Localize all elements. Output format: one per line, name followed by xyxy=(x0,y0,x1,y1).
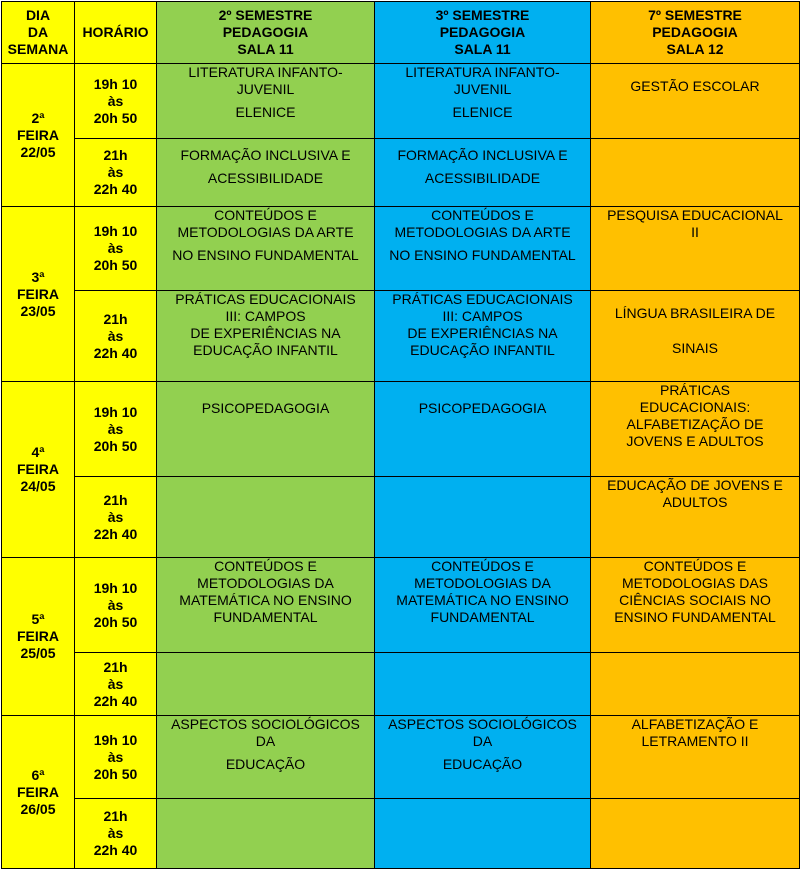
time-start: 21h xyxy=(103,658,128,675)
course-cell-s7 xyxy=(591,477,800,558)
time-start: 19h 10 xyxy=(93,403,138,420)
day-cell xyxy=(2,558,75,716)
course-text: METODOLOGIAS DA ARTE xyxy=(394,224,571,240)
course-text: PRÁTICAS xyxy=(659,382,730,398)
header-semester-7 xyxy=(591,2,800,64)
time-cell xyxy=(75,653,157,716)
time-end: 22h 40 xyxy=(93,525,138,542)
time-sep: às xyxy=(107,508,124,525)
course-cell-s7 xyxy=(591,64,800,139)
course-cell-s3 xyxy=(375,139,591,207)
course-text: JUVENIL xyxy=(236,81,295,97)
time-cell xyxy=(75,558,157,653)
course-text: CONTEÚDOS E xyxy=(431,558,534,574)
time-start: 21h xyxy=(103,808,128,824)
course-text: FUNDAMENTAL xyxy=(430,609,535,625)
time-end: 20h 50 xyxy=(93,613,138,630)
table-row xyxy=(2,799,800,869)
course-text: CONTEÚDOS E xyxy=(214,558,317,574)
time-cell xyxy=(75,382,157,477)
course-cell-s2 xyxy=(157,477,375,558)
course-text: ENSINO FUNDAMENTAL xyxy=(614,609,776,625)
course-text: EDUCAÇÃO INFANTIL xyxy=(193,342,338,358)
time-end: 20h 50 xyxy=(93,109,138,126)
day-ordinal: 4ª xyxy=(31,444,45,460)
course-cell-s2 xyxy=(157,653,375,716)
course-cell-s3 xyxy=(375,558,591,653)
course-text: JOVENS E ADULTOS xyxy=(626,433,764,449)
course-text: NO ENSINO FUNDAMENTAL xyxy=(389,247,576,263)
course-cell-s2 xyxy=(157,207,375,291)
course-cell-s3 xyxy=(375,64,591,139)
time-sep: às xyxy=(107,420,124,437)
course-cell-s3 xyxy=(375,653,591,716)
day-date: 24/05 xyxy=(20,478,56,494)
day-date: 26/05 xyxy=(20,800,56,817)
day-date: 25/05 xyxy=(20,645,56,661)
course-text: LITERATURA INFANTO- xyxy=(405,64,560,80)
header-s7-line: SALA 12 xyxy=(666,41,724,57)
header-s2-line: PEDAGOGIA xyxy=(222,24,309,40)
course-text: METODOLOGIAS DA xyxy=(197,575,334,591)
teacher-name: ELENICE xyxy=(235,104,296,120)
course-text: CIÊNCIAS SOCIAIS NO xyxy=(619,592,771,608)
day-feira: FEIRA xyxy=(17,783,59,800)
schedule-table xyxy=(1,1,800,869)
header-day xyxy=(2,2,75,64)
course-cell-s7 xyxy=(591,558,800,653)
table-row xyxy=(2,139,800,207)
course-cell-s7 xyxy=(591,139,800,207)
time-sep: às xyxy=(107,825,124,841)
day-ordinal: 6ª xyxy=(31,766,45,783)
course-cell-s7 xyxy=(591,207,800,291)
course-cell-s2 xyxy=(157,799,375,869)
table-row xyxy=(2,477,800,558)
course-text: EDUCACIONAIS: xyxy=(639,399,751,415)
day-ordinal: 2ª xyxy=(31,109,45,126)
day-date: 23/05 xyxy=(20,302,56,319)
table-row xyxy=(2,64,800,139)
course-text: PSICOPEDAGOGIA xyxy=(418,400,547,416)
course-text: LETRAMENTO II xyxy=(641,733,749,749)
course-text: NO ENSINO FUNDAMENTAL xyxy=(172,247,359,263)
course-cell-s3 xyxy=(375,207,591,291)
course-cell-s3 xyxy=(375,291,591,382)
course-text: EDUCAÇÃO xyxy=(225,756,306,772)
time-cell xyxy=(75,291,157,382)
header-semester-2 xyxy=(157,2,375,64)
course-text: METODOLOGIAS DAS xyxy=(622,575,768,591)
course-text: CONTEÚDOS E xyxy=(431,207,534,223)
header-horario xyxy=(75,2,157,64)
header-s3-line: SALA 11 xyxy=(454,41,511,57)
course-cell-s3 xyxy=(375,716,591,799)
header-s3-line: PEDAGOGIA xyxy=(439,24,526,40)
course-text: MATEMÁTICA NO ENSINO xyxy=(179,592,352,608)
time-end: 20h 50 xyxy=(93,257,138,273)
table-row xyxy=(2,716,800,799)
header-s7-line: 7º SEMESTRE xyxy=(648,7,742,23)
course-text: METODOLOGIAS DA ARTE xyxy=(177,224,354,240)
course-text: FORMAÇÃO INCLUSIVA E xyxy=(397,147,568,163)
course-text: ACESSIBILIDADE xyxy=(207,170,324,186)
day-feira: FEIRA xyxy=(17,285,59,302)
table-row xyxy=(2,558,800,653)
time-start: 19h 10 xyxy=(93,731,138,748)
time-sep: às xyxy=(107,164,124,180)
course-text: PRÁTICAS EDUCACIONAIS xyxy=(175,291,356,307)
header-s7-line: PEDAGOGIA xyxy=(652,24,738,40)
time-start: 21h xyxy=(103,310,128,327)
course-text: EDUCAÇÃO DE JOVENS E xyxy=(607,477,783,493)
course-cell-s2 xyxy=(157,64,375,139)
course-text: FUNDAMENTAL xyxy=(213,609,318,625)
header-s3-line: 3º SEMESTRE xyxy=(435,7,530,23)
time-sep: às xyxy=(107,327,124,344)
course-text: DE EXPERIÊNCIAS NA xyxy=(190,325,341,341)
time-start: 21h xyxy=(103,147,128,163)
course-cell-s7 xyxy=(591,382,800,477)
header-day-line: SEMANA xyxy=(7,41,69,57)
day-ordinal: 3ª xyxy=(31,268,45,285)
time-cell xyxy=(75,207,157,291)
course-cell-s3 xyxy=(375,477,591,558)
course-cell-s7 xyxy=(591,653,800,716)
course-cell-s3 xyxy=(375,382,591,477)
course-cell-s2 xyxy=(157,716,375,799)
time-end: 22h 40 xyxy=(93,344,138,361)
course-text: EDUCAÇÃO xyxy=(442,756,523,772)
time-cell xyxy=(75,64,157,139)
time-start: 19h 10 xyxy=(93,75,138,92)
day-date: 22/05 xyxy=(20,143,56,160)
header-semester-3 xyxy=(375,2,591,64)
course-cell-s2 xyxy=(157,558,375,653)
table-row xyxy=(2,207,800,291)
time-cell xyxy=(75,799,157,869)
course-text: METODOLOGIAS DA xyxy=(414,575,551,591)
course-cell-s2 xyxy=(157,139,375,207)
course-text: SINAIS xyxy=(672,340,718,356)
course-cell-s2 xyxy=(157,291,375,382)
course-text: III: CAMPOS xyxy=(225,308,306,324)
course-text: III: CAMPOS xyxy=(442,308,523,324)
teacher-name: ELENICE xyxy=(452,104,513,120)
time-end: 20h 50 xyxy=(93,437,138,454)
day-feira: FEIRA xyxy=(17,126,59,143)
course-cell-s3 xyxy=(375,799,591,869)
day-cell xyxy=(2,207,75,382)
time-cell xyxy=(75,139,157,207)
course-text: DE EXPERIÊNCIAS NA xyxy=(407,325,558,341)
time-sep: às xyxy=(107,596,124,613)
course-text: II xyxy=(691,224,699,240)
course-cell-s7 xyxy=(591,291,800,382)
course-text: PRÁTICAS EDUCACIONAIS xyxy=(392,291,573,307)
course-text: ALFABETIZAÇÃO E xyxy=(631,716,759,732)
course-text: ASPECTOS SOCIOLÓGICOS xyxy=(171,716,360,732)
day-feira: FEIRA xyxy=(17,461,59,477)
time-cell xyxy=(75,477,157,558)
day-feira: FEIRA xyxy=(17,628,59,644)
time-sep: às xyxy=(107,92,124,109)
course-text: GESTÃO ESCOLAR xyxy=(630,78,760,94)
header-horario-label: HORÁRIO xyxy=(82,24,149,40)
header-s2-line: SALA 11 xyxy=(237,41,294,57)
course-text: CONTEÚDOS E xyxy=(214,207,317,223)
day-cell xyxy=(2,64,75,207)
course-text: LÍNGUA BRASILEIRA DE xyxy=(614,305,776,321)
course-text: PESQUISA EDUCACIONAL xyxy=(607,207,783,223)
time-cell xyxy=(75,716,157,799)
time-start: 21h xyxy=(103,491,128,508)
course-text: ADULTOS xyxy=(662,494,728,510)
time-end: 22h 40 xyxy=(93,842,138,858)
course-cell-s7 xyxy=(591,716,800,799)
course-cell-s7 xyxy=(591,799,800,869)
time-end: 22h 40 xyxy=(93,181,138,197)
header-row xyxy=(2,2,800,64)
course-text: EDUCAÇÃO INFANTIL xyxy=(410,342,555,358)
time-start: 19h 10 xyxy=(93,223,138,239)
course-text: ASPECTOS SOCIOLÓGICOS xyxy=(388,716,577,732)
course-text: CONTEÚDOS E xyxy=(643,558,747,574)
course-text: DA xyxy=(255,733,276,749)
table-row xyxy=(2,653,800,716)
time-sep: às xyxy=(107,240,124,256)
day-cell xyxy=(2,382,75,558)
header-day-line: DA xyxy=(27,24,49,40)
course-text: ALFABETIZAÇÃO DE xyxy=(626,416,764,432)
time-end: 22h 40 xyxy=(93,692,138,709)
time-sep: às xyxy=(107,675,124,692)
time-end: 20h 50 xyxy=(93,765,138,782)
day-ordinal: 5ª xyxy=(31,611,45,627)
header-s2-line: 2º SEMESTRE xyxy=(218,7,313,23)
course-text: PSICOPEDAGOGIA xyxy=(201,400,330,416)
course-text: DA xyxy=(472,733,493,749)
time-sep: às xyxy=(107,748,124,765)
course-text: MATEMÁTICA NO ENSINO xyxy=(396,592,569,608)
course-text: ACESSIBILIDADE xyxy=(424,170,541,186)
header-day-line: DIA xyxy=(25,7,51,23)
course-cell-s2 xyxy=(157,382,375,477)
table-row xyxy=(2,291,800,382)
course-text: LITERATURA INFANTO- xyxy=(188,64,343,80)
course-text: FORMAÇÃO INCLUSIVA E xyxy=(180,147,351,163)
course-text: JUVENIL xyxy=(453,81,512,97)
time-start: 19h 10 xyxy=(93,579,138,596)
day-cell xyxy=(2,716,75,869)
table-row xyxy=(2,382,800,477)
